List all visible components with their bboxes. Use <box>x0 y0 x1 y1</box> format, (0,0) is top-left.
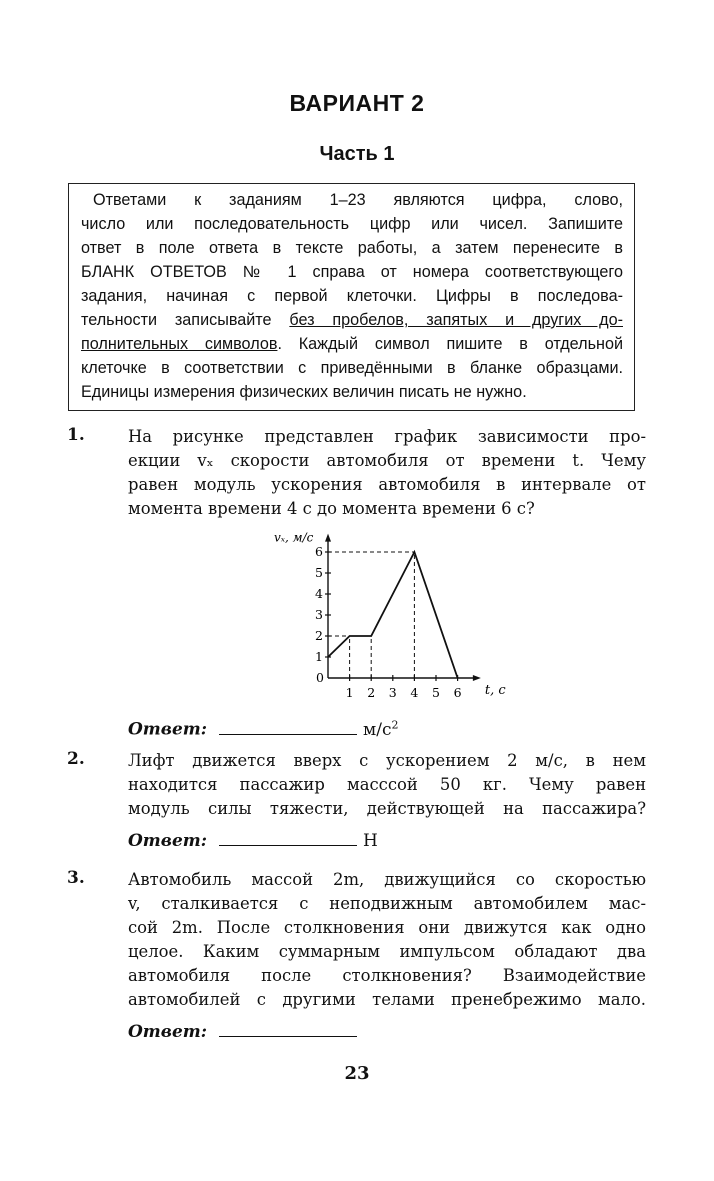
question-text-line: целое. Каким суммарным импульсом обладают два <box>128 942 646 961</box>
instructions-text: тельности записывайте <box>81 311 290 329</box>
y-tick-label: 4 <box>315 586 323 601</box>
instructions-line: клеточке в соответствии с приведёнными в бланке образцами. <box>81 359 623 377</box>
answer-label: Ответ: <box>128 831 208 851</box>
answer-unit-power: 2 <box>391 718 399 731</box>
x-tick-label: 3 <box>388 685 397 700</box>
question-text-line: автомобилей с другими телами пренебрежимо мало. <box>128 990 646 1009</box>
question-text-line: модуль силы тяжести, действующей на пассажира? <box>128 799 646 818</box>
answer-label: Ответ: <box>128 719 208 740</box>
question-text-line: Автомобиль массой 2m, движущийся со скоростью <box>128 870 646 889</box>
y-tick-label: 6 <box>315 544 323 559</box>
instructions-line: число или последовательность цифр или чисел. Запишите <box>81 215 623 233</box>
answer-unit-text: м/с <box>363 719 392 740</box>
variant-title: ВАРИАНТ 2 <box>289 90 425 116</box>
x-axis-arrow <box>473 675 481 681</box>
answer-field[interactable] <box>219 829 357 846</box>
instructions-line <box>81 332 623 356</box>
question-text-line: находится пассажир масссой 50 кг. Чему равен <box>128 775 646 794</box>
y-tick-label: 1 <box>315 649 323 664</box>
x-tick-label: 1 <box>345 685 354 700</box>
instructions-line: Единицы измерения физических величин писать не нужно. <box>81 383 527 401</box>
answer-row <box>128 713 399 740</box>
answer-label: Ответ: <box>128 1022 208 1042</box>
origin-label: 0 <box>316 670 324 685</box>
instructions-underlined: без пробелов, запятых и других до- <box>289 311 623 329</box>
instructions-line: задания, начиная с первой клеточки. Цифры в последова- <box>81 287 623 305</box>
y-tick-label: 3 <box>315 607 323 622</box>
x-tick-label: 4 <box>410 685 419 700</box>
x-axis-label: t, c <box>484 683 506 698</box>
question-number: 2. <box>67 749 85 769</box>
y-axis-label: vₓ, м/с <box>274 530 314 545</box>
question-text-line: Лифт движется вверх с ускорением 2 м/с, в нем <box>128 751 646 770</box>
x-tick-label: 5 <box>432 685 440 700</box>
x-tick-label: 2 <box>367 685 376 700</box>
instructions-box <box>68 183 635 411</box>
x-tick-label: 6 <box>453 685 462 700</box>
instructions-line: ответ в поле ответа в тексте работы, а затем перенесите в <box>81 239 623 257</box>
answer-row <box>128 1020 363 1044</box>
question-number: 1. <box>67 425 85 445</box>
answer-row <box>128 829 378 853</box>
page-number: 23 <box>344 1063 370 1084</box>
velocity-line <box>328 552 458 678</box>
question-number: 3. <box>67 868 85 888</box>
question-text-line: равен модуль ускорения автомобиля в интервале от <box>128 475 646 494</box>
answer-unit <box>363 720 398 740</box>
question-text-line: На рисунке представлен график зависимости про- <box>128 427 646 446</box>
question-text-line: момента времени 4 с до момента времени 6 с? <box>128 499 535 518</box>
instructions-line: БЛАНК ОТВЕТОВ № 1 справа от номера соответствующего <box>81 263 623 281</box>
question-text-line: автомобиля после столкновения? Взаимодействие <box>128 966 646 985</box>
question-text-line: v, сталкивается с неподвижным автомобилем мас- <box>128 894 646 913</box>
instructions-underlined: полнительных символов <box>81 335 278 353</box>
y-tick-label: 5 <box>315 565 323 580</box>
question-text-line: екции vₓ скорости автомобиля от времени t. Чему <box>128 451 646 470</box>
answer-field[interactable] <box>219 1020 357 1037</box>
y-tick-label: 2 <box>315 628 323 643</box>
y-axis-arrow <box>325 534 331 542</box>
part-title: Часть 1 <box>319 143 395 165</box>
question-text-line: сой 2m. После столкновения они движутся как одно <box>128 918 646 937</box>
instructions-text: . Каждый символ пишите в отдельной <box>277 335 623 353</box>
instructions-line: Ответами к заданиям 1–23 являются цифра, слово, <box>93 191 623 209</box>
instructions-line <box>81 308 623 332</box>
answer-unit: Н <box>363 831 378 851</box>
answer-field[interactable] <box>219 718 357 735</box>
